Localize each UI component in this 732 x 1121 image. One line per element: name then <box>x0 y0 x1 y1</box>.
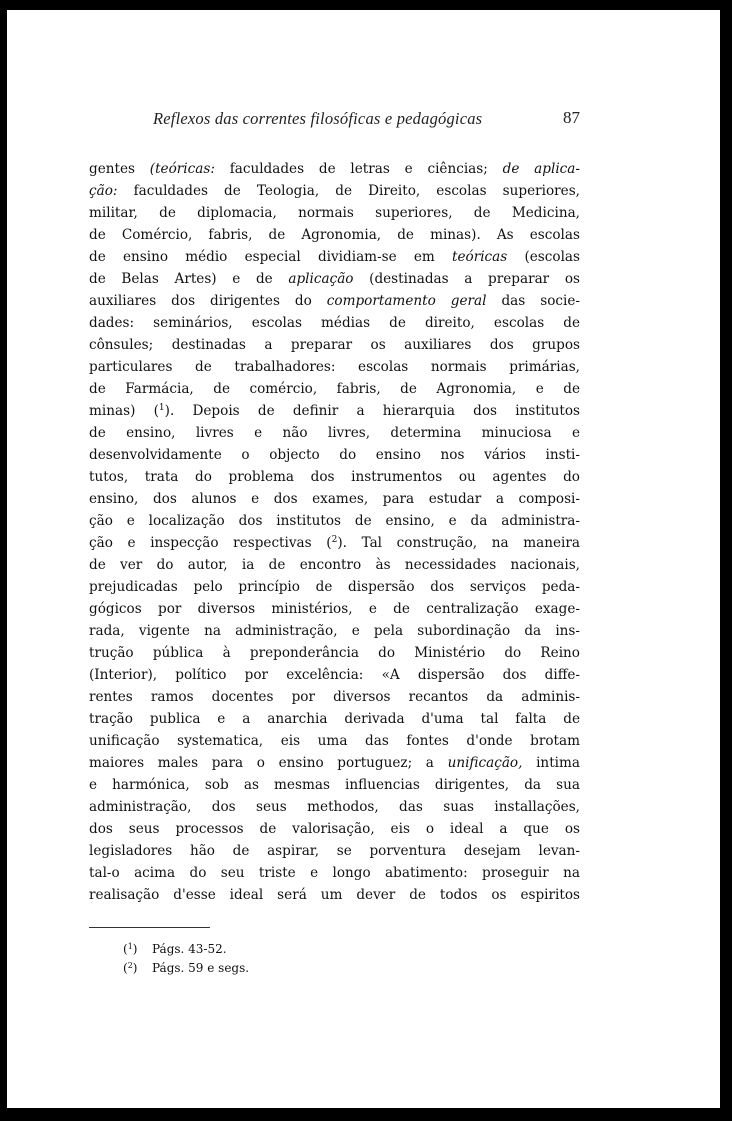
text-run: (escolas <box>507 249 580 265</box>
footnote-2 <box>123 959 249 978</box>
text-line: gógicos por diversos ministérios, e de centralização exage- <box>89 601 580 617</box>
text-run: minas) ( <box>89 403 159 419</box>
paren-close: ) <box>132 942 138 956</box>
text-run: ). Depois de definir a hierarquia dos institutos <box>164 403 580 419</box>
text-run: faculdades de letras e ciências; <box>214 161 503 177</box>
text-line: particulares de trabalhadores: escolas normais primárias, <box>89 359 580 375</box>
running-title: Reflexos das correntes filosóficas e pedagógicas <box>153 109 483 128</box>
text-run: faculdades de Teologia, de Direito, escolas superiores, <box>117 183 580 199</box>
text-italic: de aplica- <box>502 161 580 177</box>
text-italic: teóricas <box>452 249 508 265</box>
footnotes <box>123 940 249 978</box>
text-italic: (teóricas: <box>149 161 215 177</box>
text-run: (destinadas a preparar os <box>353 271 580 287</box>
text-italic: ção: <box>89 183 118 199</box>
text-line <box>89 268 580 290</box>
text-line: de ensino, livres e não livres, determina minuciosa e <box>89 425 580 441</box>
text-line: cônsules; destinadas a preparar os auxiliares dos grupos <box>89 337 580 353</box>
text-line: ção e localização dos institutos de ensino, e da administra- <box>89 513 580 529</box>
text-line: (Interior), político por excelência: «A dispersão dos diffe- <box>89 667 580 683</box>
paren-open: ( <box>123 942 128 956</box>
text-line: rada, vigente na administração, e pela subordinação da ins- <box>89 623 580 639</box>
text-italic: unificação, <box>447 755 523 771</box>
text-run: das socie- <box>486 293 580 309</box>
text-line: de Comércio, fabris, de Agronomia, de minas). As escolas <box>89 227 580 243</box>
text-line <box>89 180 580 202</box>
text-run: de Belas Artes) e de <box>89 271 289 287</box>
text-line: tal-o acima do seu triste e longo abatimento: proseguir na <box>89 865 580 881</box>
text-line <box>89 290 580 312</box>
text-line: trução pública à preponderância do Ministério do Reino <box>89 645 580 661</box>
footnote-ref-2[interactable]: 2 <box>331 535 338 545</box>
text-line <box>89 246 580 268</box>
footnote-marker <box>123 959 152 978</box>
text-line: realisação d'esse ideal será um dever de todos os espiritos <box>89 887 580 903</box>
footnote-ref-1[interactable]: 1 <box>158 403 165 413</box>
text-line <box>89 400 580 422</box>
footnote-marker <box>123 940 152 959</box>
text-line: administração, dos seus methodos, das suas installações, <box>89 799 580 815</box>
text-line <box>89 532 580 554</box>
footnote-1 <box>123 940 249 959</box>
text-line: prejudicadas pelo princípio de dispersão dos serviços peda- <box>89 579 580 595</box>
page-header <box>89 107 580 133</box>
footnote-text: Págs. 43-52. <box>152 942 227 956</box>
text-line: desenvolvidamente o objecto do ensino nos vários insti- <box>89 447 580 463</box>
text-line: unificação systematica, eis uma das fontes d'onde brotam <box>89 733 580 749</box>
text-line: ensino, dos alunos e dos exames, para estudar a composi- <box>89 491 580 507</box>
footnote-number: 1 <box>127 942 133 951</box>
text-run: ). Tal construção, na maneira <box>337 535 580 551</box>
text-line: gentes (teóricas: faculdades de letras e ciências; de aplica- <box>89 161 580 177</box>
text-line: dades: seminários, escolas médias de direito, escolas de <box>89 315 580 331</box>
text-line: de ver do autor, ia de encontro às necessidades nacionais, <box>89 557 580 573</box>
text-line: e harmónica, sob as mesmas influencias dirigentes, da sua <box>89 777 580 793</box>
text-line: legisladores hão de aspirar, se porventura desejam levan- <box>89 843 580 859</box>
text-line: tutos, trata do problema dos instrumentos ou agentes do <box>89 469 580 485</box>
text-line <box>89 752 580 774</box>
text-line: rentes ramos docentes por diversos recantos da adminis- <box>89 689 580 705</box>
main-text <box>89 158 580 906</box>
footnote-text: Págs. 59 e segs. <box>152 961 250 975</box>
text-run: auxiliares dos dirigentes do <box>89 293 327 309</box>
text-run: ção e inspecção respectivas ( <box>89 535 332 551</box>
text-line: de Farmácia, de comércio, fabris, de Agronomia, e de <box>89 381 580 397</box>
text-run: de ensino médio especial dividiam-se em <box>89 249 453 265</box>
text-line: tração publica e a anarchia derivada d'uma tal falta de <box>89 711 580 727</box>
text-run: maiores males para o ensino portuguez; a <box>89 755 448 771</box>
text-italic: comportamento geral <box>326 293 487 309</box>
paren-open: ( <box>123 961 128 975</box>
text-line: dos seus processos de valorisação, eis o ideal a que os <box>89 821 580 837</box>
footnote-number: 2 <box>127 961 133 970</box>
text-italic: aplicação <box>288 271 354 287</box>
page-number: 87 <box>563 108 580 127</box>
footnote-divider <box>89 927 210 928</box>
paren-close: ) <box>132 961 138 975</box>
text-run: intima <box>522 755 580 771</box>
text-line: militar, de diplomacia, normais superiores, de Medicina, <box>89 205 580 221</box>
book-page <box>7 10 720 1108</box>
